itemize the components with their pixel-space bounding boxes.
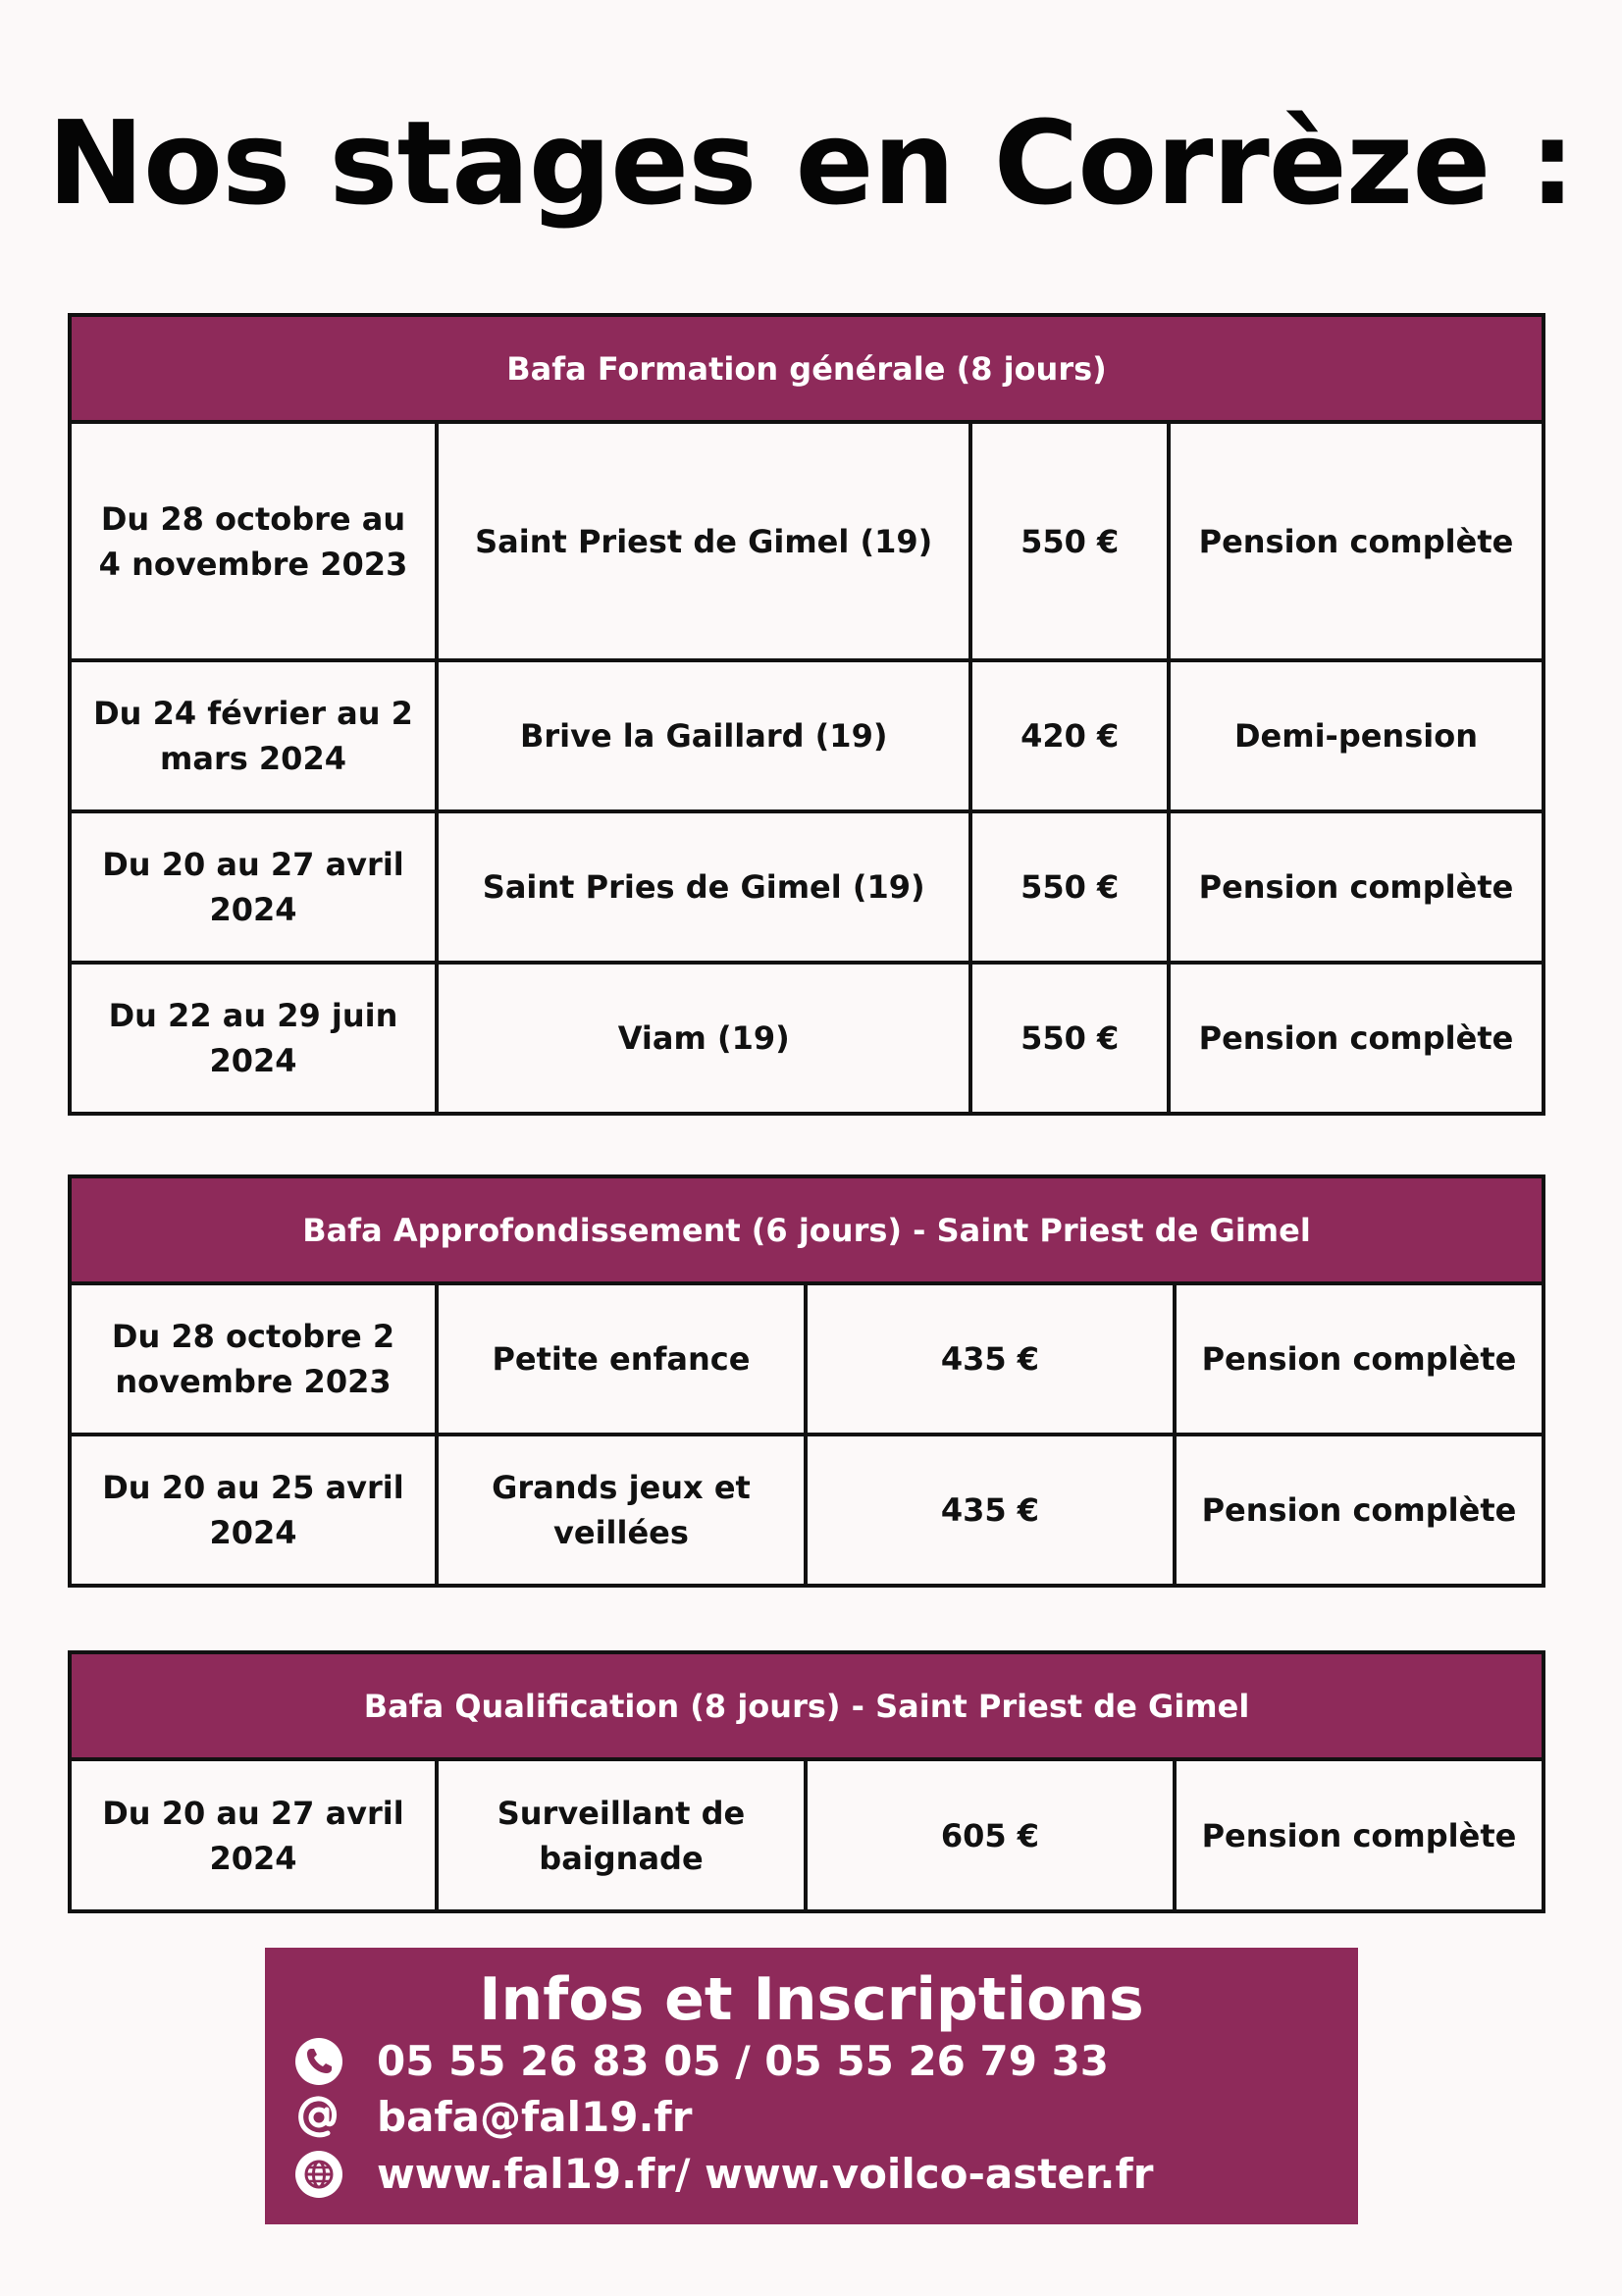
cell-price: 435 € bbox=[806, 1283, 1175, 1435]
table-header: Bafa Qualification (8 jours) - Saint Priest de Gimel bbox=[70, 1652, 1544, 1759]
cell-price: 550 € bbox=[970, 422, 1169, 660]
cell-board: Pension complète bbox=[1169, 422, 1544, 660]
phone-icon bbox=[294, 2037, 343, 2086]
table-row bbox=[70, 1435, 1544, 1586]
cell-board: Pension complète bbox=[1169, 963, 1544, 1114]
cell-dates: Du 28 octobre 2 novembre 2023 bbox=[70, 1283, 437, 1435]
table-row bbox=[70, 1283, 1544, 1435]
table-formation-generale bbox=[68, 313, 1545, 1116]
cell-board: Pension complète bbox=[1175, 1759, 1544, 1911]
cell-price: 435 € bbox=[806, 1435, 1175, 1586]
contact-email-link[interactable]: bafa@fal19.fr bbox=[377, 2093, 693, 2141]
cell-board: Demi-pension bbox=[1169, 660, 1544, 811]
table-row bbox=[70, 422, 1544, 660]
cell-place: Saint Pries de Gimel (19) bbox=[437, 811, 970, 963]
cell-theme: Petite enfance bbox=[437, 1283, 806, 1435]
contact-box bbox=[265, 1948, 1358, 2224]
contact-title: Infos et Inscriptions bbox=[479, 1965, 1144, 2034]
contact-phone-row bbox=[294, 2034, 1109, 2089]
table-header-row bbox=[70, 315, 1544, 422]
table-row bbox=[70, 963, 1544, 1114]
cell-price: 550 € bbox=[970, 811, 1169, 963]
cell-price: 605 € bbox=[806, 1759, 1175, 1911]
cell-place: Viam (19) bbox=[437, 963, 970, 1114]
cell-dates: Du 20 au 27 avril 2024 bbox=[70, 811, 437, 963]
cell-board: Pension complète bbox=[1169, 811, 1544, 963]
contact-web-link[interactable]: www.fal19.fr/ www.voilco-aster.fr bbox=[377, 2150, 1154, 2198]
cell-dates: Du 22 au 29 juin 2024 bbox=[70, 963, 437, 1114]
contact-web-row bbox=[294, 2147, 1153, 2202]
table-qualification bbox=[68, 1650, 1545, 1913]
table-row bbox=[70, 811, 1544, 963]
table-approfondissement bbox=[68, 1174, 1545, 1588]
cell-theme: Grands jeux et veillées bbox=[437, 1435, 806, 1586]
table-header-row bbox=[70, 1652, 1544, 1759]
contact-email-row bbox=[294, 2090, 692, 2145]
cell-price: 550 € bbox=[970, 963, 1169, 1114]
table-row bbox=[70, 1759, 1544, 1911]
at-sign-icon bbox=[294, 2093, 343, 2142]
cell-dates: Du 24 février au 2 mars 2024 bbox=[70, 660, 437, 811]
contact-phone[interactable]: 05 55 26 83 05 / 05 55 26 79 33 bbox=[377, 2037, 1110, 2085]
cell-board: Pension complète bbox=[1175, 1283, 1544, 1435]
cell-place: Brive la Gaillard (19) bbox=[437, 660, 970, 811]
cell-dates: Du 28 octobre au 4 novembre 2023 bbox=[70, 422, 437, 660]
cell-dates: Du 20 au 25 avril 2024 bbox=[70, 1435, 437, 1586]
table-header: Bafa Formation générale (8 jours) bbox=[70, 315, 1544, 422]
cell-place: Saint Priest de Gimel (19) bbox=[437, 422, 970, 660]
cell-theme: Surveillant de baignade bbox=[437, 1759, 806, 1911]
cell-price: 420 € bbox=[970, 660, 1169, 811]
table-header: Bafa Approfondissement (6 jours) - Saint Priest de Gimel bbox=[70, 1176, 1544, 1283]
globe-icon bbox=[294, 2150, 343, 2199]
cell-board: Pension complète bbox=[1175, 1435, 1544, 1586]
page-title: Nos stages en Corrèze : bbox=[47, 95, 1575, 231]
cell-dates: Du 20 au 27 avril 2024 bbox=[70, 1759, 437, 1911]
table-header-row bbox=[70, 1176, 1544, 1283]
table-row bbox=[70, 660, 1544, 811]
